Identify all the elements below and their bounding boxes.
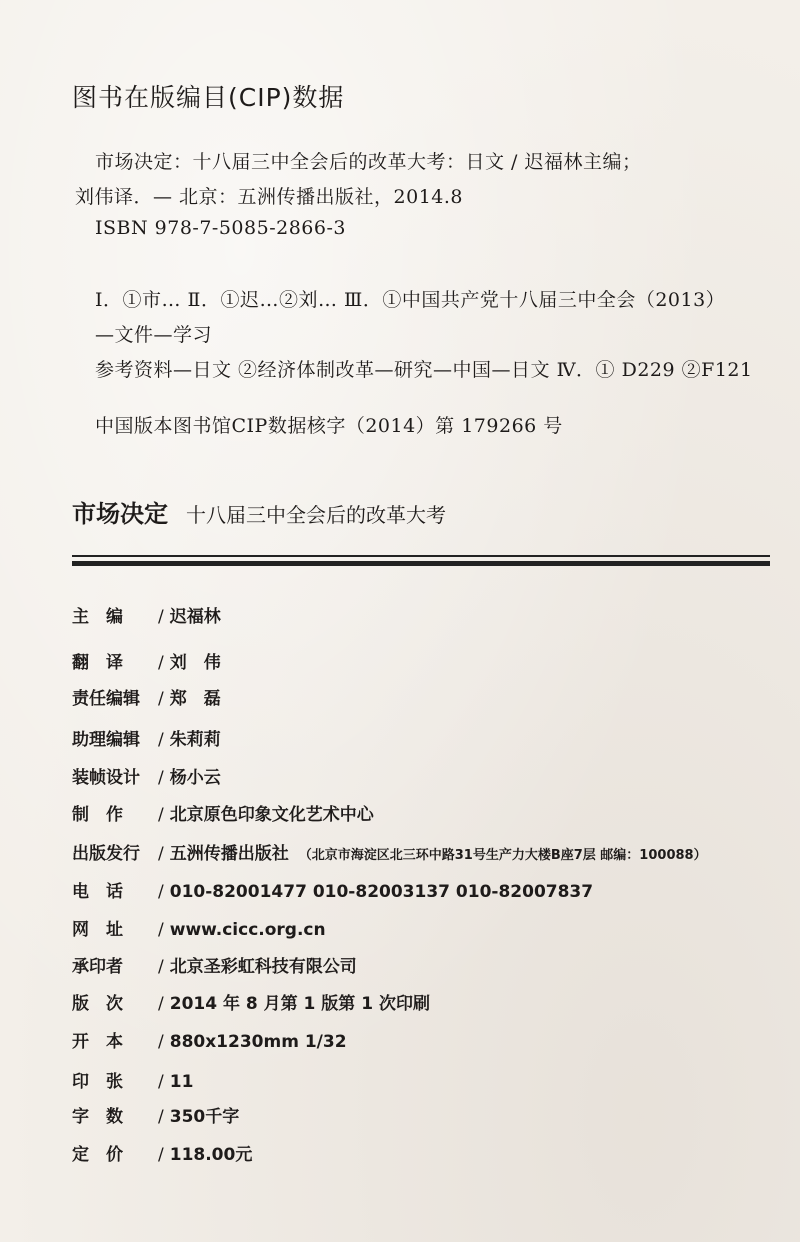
credit-label: 助理编辑 <box>72 730 140 750</box>
credit-row-editor <box>72 602 221 627</box>
credit-value: 五洲传播出版社 <box>169 844 289 864</box>
credit-label: 翻 译 <box>72 653 123 673</box>
credit-row-printer <box>72 952 357 977</box>
credit-separator: / <box>158 689 164 709</box>
credit-row-edition <box>72 989 430 1014</box>
credit-row-price <box>72 1140 252 1165</box>
book-subtitle: 十八届三中全会后的改革大考 <box>186 503 446 527</box>
credit-label: 字 数 <box>72 1107 123 1127</box>
credit-separator: / <box>158 844 164 864</box>
cip-line-record-number: 中国版本图书馆CIP数据核字（2014）第 179266 号 <box>95 415 563 437</box>
credit-label: 版 次 <box>72 994 123 1014</box>
credit-row-production <box>72 800 374 825</box>
credit-value: 北京原色印象文化艺术中心 <box>169 805 374 825</box>
credit-label: 承印者 <box>72 957 123 977</box>
credit-value: 010-82001477 010-82003137 010-82007837 <box>169 882 594 902</box>
credit-separator: / <box>158 730 164 750</box>
credit-separator: / <box>158 1032 164 1052</box>
credit-label: 网 址 <box>72 920 123 940</box>
credit-row-word-count <box>72 1102 239 1127</box>
credit-row-assistant-editor <box>72 725 221 750</box>
credit-row-sheets <box>72 1067 193 1092</box>
credit-value: 郑 磊 <box>169 689 221 709</box>
credit-value: 11 <box>169 1072 194 1092</box>
credit-value: 2014 年 8 月第 1 版第 1 次印刷 <box>169 994 430 1014</box>
credit-separator: / <box>158 1072 164 1092</box>
credit-label: 主 编 <box>72 607 123 627</box>
cip-line-publisher: 刘伟译．— 北京：五洲传播出版社，2014.8 <box>75 186 464 208</box>
credit-separator: / <box>158 957 164 977</box>
credit-value: 350千字 <box>169 1107 240 1127</box>
credit-row-format <box>72 1027 347 1052</box>
credit-separator: / <box>158 607 164 627</box>
credit-value: 刘 伟 <box>169 653 221 673</box>
credit-value: 朱莉莉 <box>169 730 221 750</box>
credit-row-responsible-editor <box>72 684 221 709</box>
cip-heading: 图书在版编目(CIP)数据 <box>72 83 345 112</box>
credit-separator: / <box>158 882 164 902</box>
credit-separator: / <box>158 1145 164 1165</box>
cip-line-title: 市场决定：十八届三中全会后的改革大考：日文 / 迟福林主编； <box>95 151 642 173</box>
credit-row-design <box>72 763 221 788</box>
credit-row-phone <box>72 877 593 902</box>
credit-value: 880x1230mm 1/32 <box>169 1032 347 1052</box>
credit-separator: / <box>158 920 164 940</box>
credit-separator: / <box>158 994 164 1014</box>
cip-line-classification: 参考资料—日文 ②经济体制改革—研究—中国—日文 Ⅳ．① D229 ②F121 <box>95 359 753 381</box>
credit-value: 杨小云 <box>169 768 221 788</box>
credit-separator: / <box>158 1107 164 1127</box>
publisher-address: （北京市海淀区北三环中路31号生产力大楼B座7层 邮编：100088） <box>298 848 707 863</box>
credit-label: 装帧设计 <box>72 768 140 788</box>
cip-line-subjects-cont: —文件—学习 <box>95 324 213 346</box>
divider-thick <box>72 561 770 566</box>
book-title: 市场决定 <box>72 500 168 528</box>
credit-label: 印 张 <box>72 1072 123 1092</box>
credit-label: 电 话 <box>72 882 123 902</box>
credit-row-publisher <box>72 839 707 864</box>
book-title-block <box>72 494 446 529</box>
credit-separator: / <box>158 653 164 673</box>
cip-line-subjects: Ⅰ．①市… Ⅱ．①迟…②刘… Ⅲ．①中国共产党十八届三中全会（2013） <box>95 289 726 311</box>
cip-line-isbn: ISBN 978-7-5085-2866-3 <box>95 217 346 239</box>
credit-label: 定 价 <box>72 1145 123 1165</box>
credit-separator: / <box>158 768 164 788</box>
credit-value: www.cicc.org.cn <box>169 920 326 940</box>
credit-label: 制 作 <box>72 805 123 825</box>
credit-separator: / <box>158 805 164 825</box>
credit-label: 出版发行 <box>72 844 140 864</box>
credit-value: 118.00元 <box>169 1145 253 1165</box>
credit-value: 北京圣彩虹科技有限公司 <box>169 957 357 977</box>
credit-label: 责任编辑 <box>72 689 140 709</box>
credit-row-website <box>72 915 326 940</box>
credit-value: 迟福林 <box>169 607 221 627</box>
credit-label: 开 本 <box>72 1032 123 1052</box>
divider-thin <box>72 555 770 557</box>
credit-row-translator <box>72 648 221 673</box>
